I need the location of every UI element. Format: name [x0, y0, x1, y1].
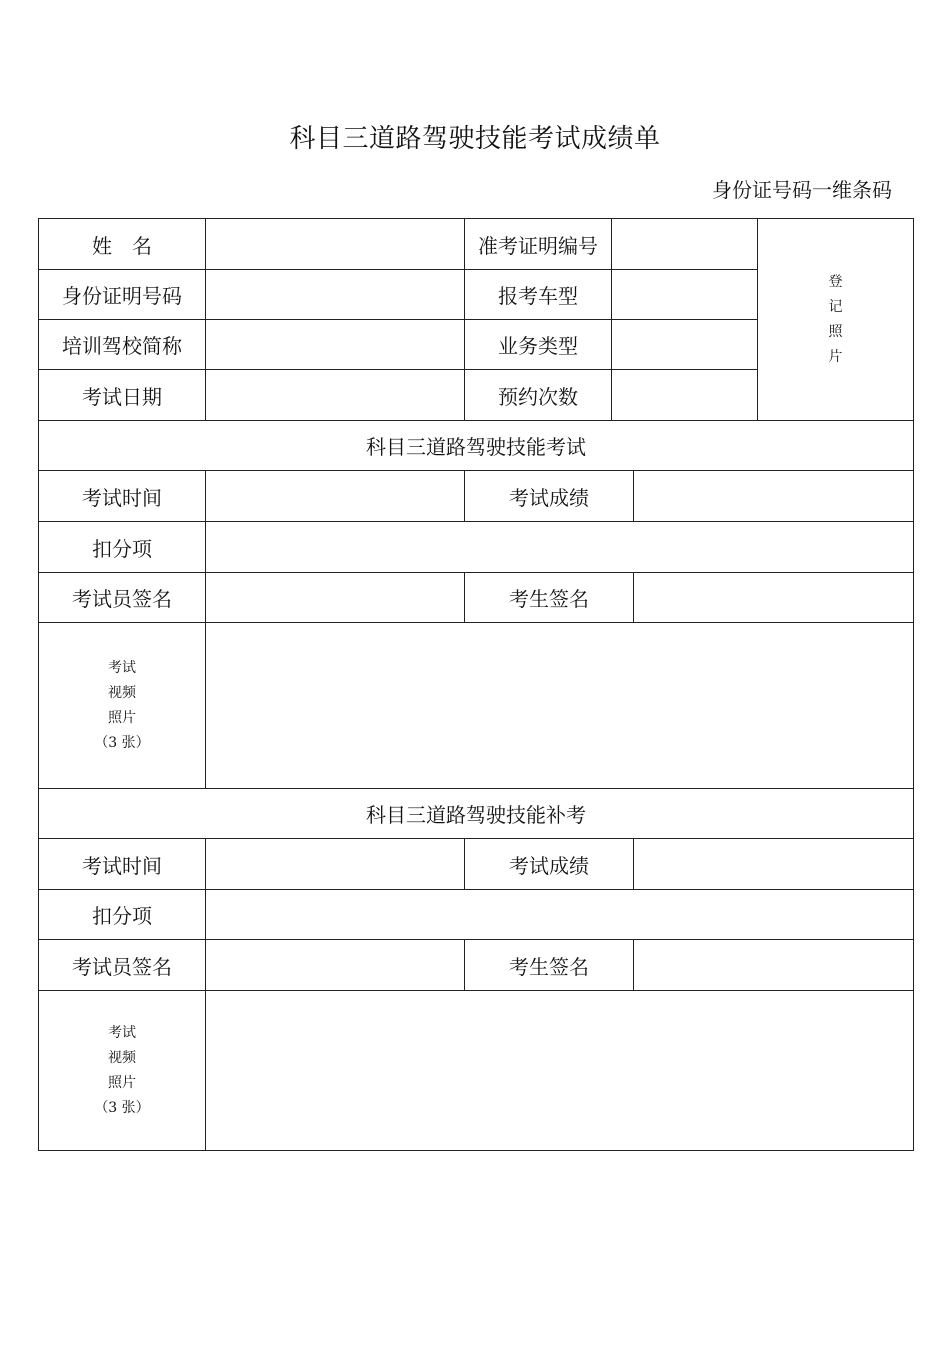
barcode-label: 身份证号码一维条码: [712, 178, 892, 202]
examiner-signature-label: 考试员签名: [39, 940, 206, 991]
video-photos-label: [39, 623, 206, 789]
exam-time-field[interactable]: [206, 471, 465, 522]
photo-label-line-3: 照: [828, 323, 843, 340]
deduction-label: 扣分项: [39, 890, 206, 940]
vehicle-type-field[interactable]: [612, 270, 758, 320]
section-heading: 科目三道路驾驶技能补考: [39, 789, 914, 839]
deduction-field[interactable]: [206, 890, 914, 940]
video-photos-label: [39, 991, 206, 1151]
photo-label-line-1: 登: [828, 273, 843, 290]
exam-date-field[interactable]: [206, 370, 465, 421]
exam-score-label: 考试成绩: [465, 471, 634, 522]
name-label: 姓 名: [39, 219, 206, 270]
registration-photo-box: [758, 219, 914, 421]
video-photos-area[interactable]: [206, 623, 914, 789]
exam-time-label: 考试时间: [39, 471, 206, 522]
business-type-label: 业务类型: [465, 320, 612, 370]
candidate-signature-label: 考生签名: [465, 940, 634, 991]
business-type-field[interactable]: [612, 320, 758, 370]
admission-number-label: 准考证明编号: [465, 219, 612, 270]
candidate-signature-label: 考生签名: [465, 573, 634, 623]
exam-time-label: 考试时间: [39, 839, 206, 890]
video-label-line-1: 考试: [108, 1024, 136, 1041]
examiner-signature-label: 考试员签名: [39, 573, 206, 623]
deduction-label: 扣分项: [39, 522, 206, 573]
photo-label-line-4: 片: [828, 348, 843, 365]
video-label-line-4: （3 张）: [94, 1099, 150, 1116]
video-label-line-2: 视频: [108, 1049, 136, 1066]
name-field[interactable]: [206, 219, 465, 270]
candidate-signature-field[interactable]: [634, 573, 914, 623]
exam-score-field[interactable]: [634, 471, 914, 522]
school-label: 培训驾校简称: [39, 320, 206, 370]
deduction-field[interactable]: [206, 522, 914, 573]
video-label-line-2: 视频: [108, 684, 136, 701]
examiner-signature-field[interactable]: [206, 940, 465, 991]
candidate-signature-field[interactable]: [634, 940, 914, 991]
exam-date-label: 考试日期: [39, 370, 206, 421]
booking-count-field[interactable]: [612, 370, 758, 421]
score-sheet-table: [38, 218, 914, 1151]
exam-score-label: 考试成绩: [465, 839, 634, 890]
document-title: 科目三道路驾驶技能考试成绩单: [289, 124, 661, 154]
booking-count-label: 预约次数: [465, 370, 612, 421]
admission-number-field[interactable]: [612, 219, 758, 270]
video-photos-area[interactable]: [206, 991, 914, 1151]
section-heading: 科目三道路驾驶技能考试: [39, 421, 914, 471]
exam-time-field[interactable]: [206, 839, 465, 890]
id-number-label: 身份证明号码: [39, 270, 206, 320]
photo-label-line-2: 记: [828, 298, 843, 315]
vehicle-type-label: 报考车型: [465, 270, 612, 320]
video-label-line-3: 照片: [108, 1074, 136, 1091]
exam-score-field[interactable]: [634, 839, 914, 890]
video-label-line-3: 照片: [108, 709, 136, 726]
video-label-line-4: （3 张）: [94, 734, 150, 751]
id-number-field[interactable]: [206, 270, 465, 320]
school-field[interactable]: [206, 320, 465, 370]
video-label-line-1: 考试: [108, 659, 136, 676]
examiner-signature-field[interactable]: [206, 573, 465, 623]
